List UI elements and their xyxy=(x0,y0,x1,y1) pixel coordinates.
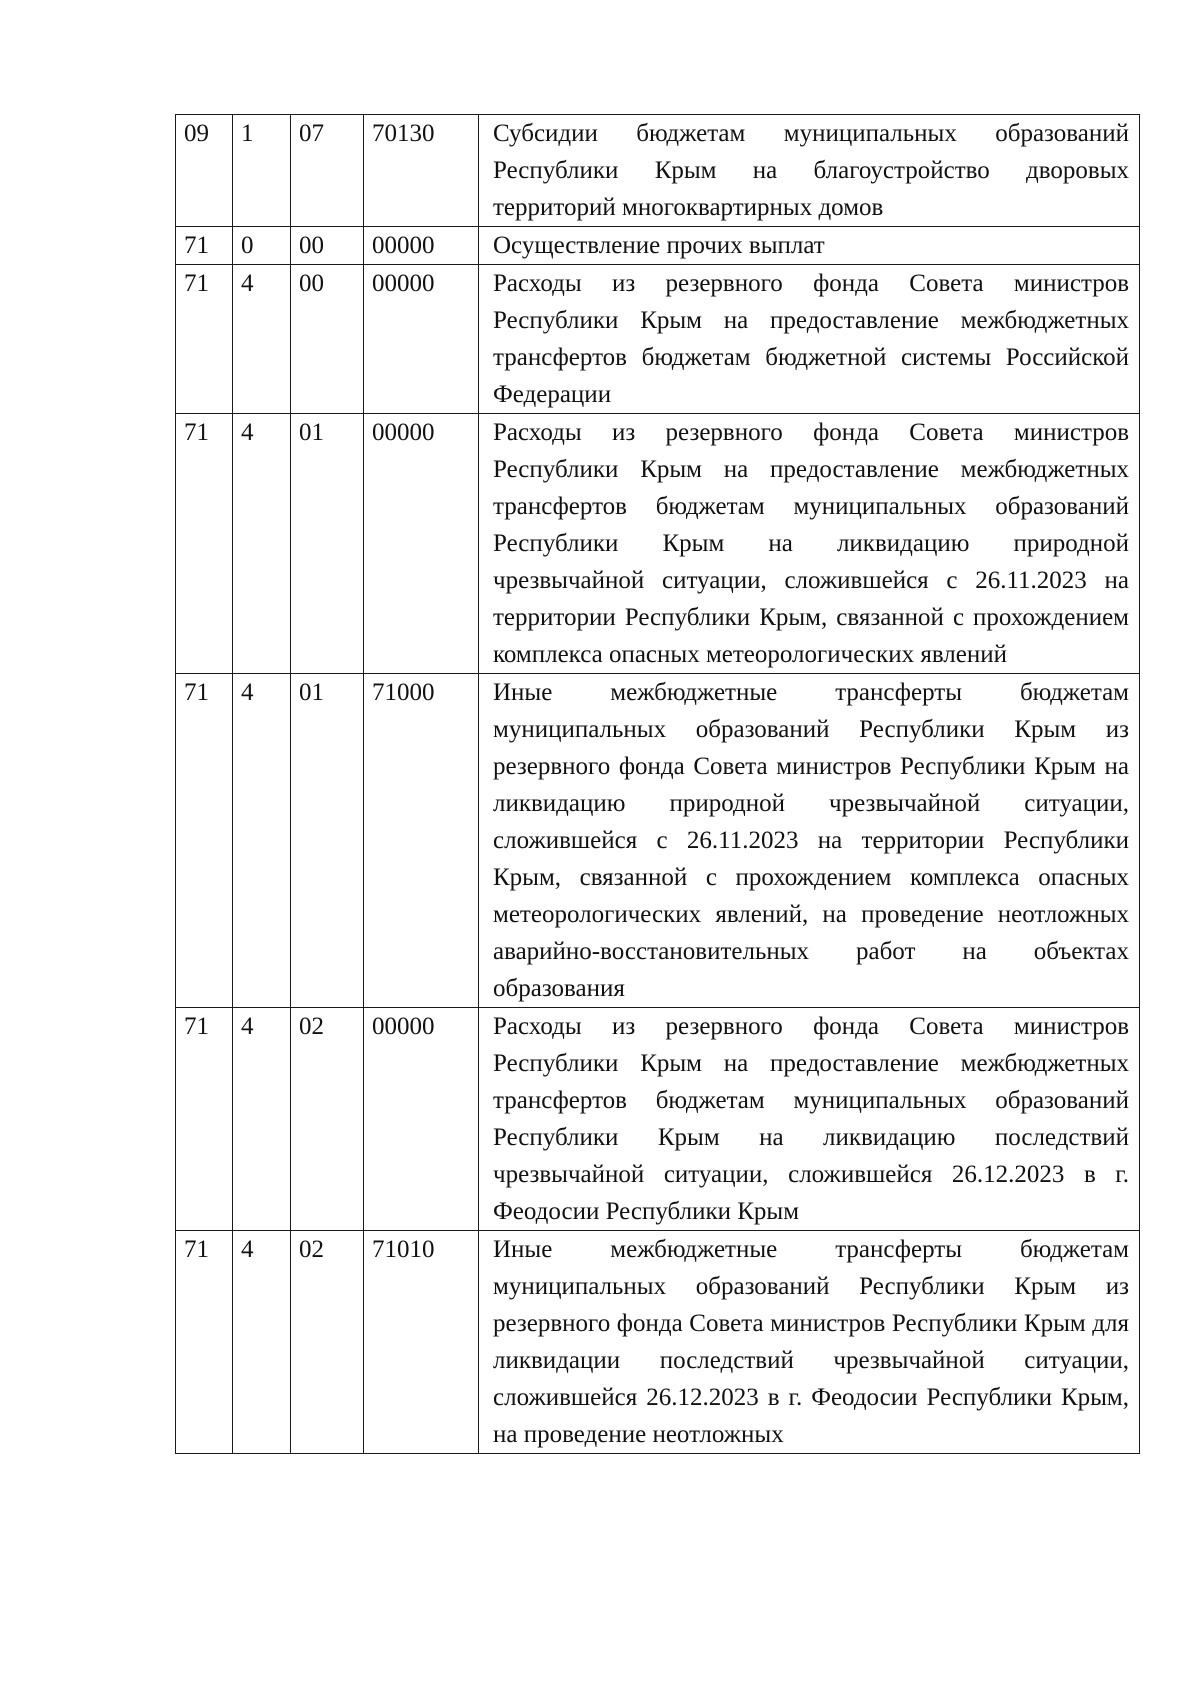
subprogram-code-cell: 1 xyxy=(233,115,291,227)
description-cell: Расходы из резервного фонда Совета министров Республики Крым на предоставление межбюджетных трансфертов бюджетам муниципальных образований Республики Крым на ликвидацию природной чрезвычайной ситуации, сложившейся с 26.11.2023 на территории Республики Крым, связанной с прохождением комплекса опасных метеорологических явлений xyxy=(479,414,1140,674)
event-code-cell: 01 xyxy=(291,414,364,674)
program-code-cell: 71 xyxy=(176,1231,233,1454)
description-cell: Иные межбюджетные трансферты бюджетам муниципальных образований Республики Крым из резервного фонда Совета министров Республики Крым для ликвидации последствий чрезвычайной ситуации, сложившейся 26.12.2023 в г. Феодосии Республики Крым, на проведение неотложных xyxy=(479,1231,1140,1454)
program-code-cell: 71 xyxy=(176,227,233,265)
direction-code-cell: 71010 xyxy=(364,1231,479,1454)
subprogram-code-cell: 4 xyxy=(233,265,291,414)
program-code-cell: 71 xyxy=(176,414,233,674)
event-code-cell: 07 xyxy=(291,115,364,227)
subprogram-code-cell: 4 xyxy=(233,1231,291,1454)
table-row xyxy=(176,1008,1140,1231)
table-row xyxy=(176,265,1140,414)
table-row xyxy=(176,115,1140,227)
direction-code-cell: 00000 xyxy=(364,265,479,414)
event-code-cell: 02 xyxy=(291,1231,364,1454)
budget-classification-table xyxy=(175,114,1140,1454)
subprogram-code-cell: 4 xyxy=(233,674,291,1008)
program-code-cell: 71 xyxy=(176,265,233,414)
description-cell: Субсидии бюджетам муниципальных образований Республики Крым на благоустройство дворовых территорий многоквартирных домов xyxy=(479,115,1140,227)
description-cell: Иные межбюджетные трансферты бюджетам муниципальных образований Республики Крым из резервного фонда Совета министров Республики Крым на ликвидацию природной чрезвычайной ситуации, сложившейся с 26.11.2023 на территории Республики Крым, связанной с прохождением комплекса опасных метеорологических явлений, на проведение неотложных аварийно-восстановительных работ на объектах образования xyxy=(479,674,1140,1008)
description-cell: Расходы из резервного фонда Совета министров Республики Крым на предоставление межбюджетных трансфертов бюджетам бюджетной системы Российской Федерации xyxy=(479,265,1140,414)
direction-code-cell: 00000 xyxy=(364,414,479,674)
direction-code-cell: 00000 xyxy=(364,227,479,265)
table-row xyxy=(176,414,1140,674)
program-code-cell: 09 xyxy=(176,115,233,227)
program-code-cell: 71 xyxy=(176,1008,233,1231)
direction-code-cell: 71000 xyxy=(364,674,479,1008)
direction-code-cell: 70130 xyxy=(364,115,479,227)
event-code-cell: 01 xyxy=(291,674,364,1008)
event-code-cell: 00 xyxy=(291,265,364,414)
event-code-cell: 02 xyxy=(291,1008,364,1231)
subprogram-code-cell: 4 xyxy=(233,1008,291,1231)
table-row xyxy=(176,674,1140,1008)
subprogram-code-cell: 0 xyxy=(233,227,291,265)
description-cell: Осуществление прочих выплат xyxy=(479,227,1140,265)
description-cell: Расходы из резервного фонда Совета министров Республики Крым на предоставление межбюджетных трансфертов бюджетам муниципальных образований Республики Крым на ликвидацию последствий чрезвычайной ситуации, сложившейся 26.12.2023 в г. Феодосии Республики Крым xyxy=(479,1008,1140,1231)
table-row xyxy=(176,1231,1140,1454)
program-code-cell: 71 xyxy=(176,674,233,1008)
subprogram-code-cell: 4 xyxy=(233,414,291,674)
table-row xyxy=(176,227,1140,265)
direction-code-cell: 00000 xyxy=(364,1008,479,1231)
event-code-cell: 00 xyxy=(291,227,364,265)
